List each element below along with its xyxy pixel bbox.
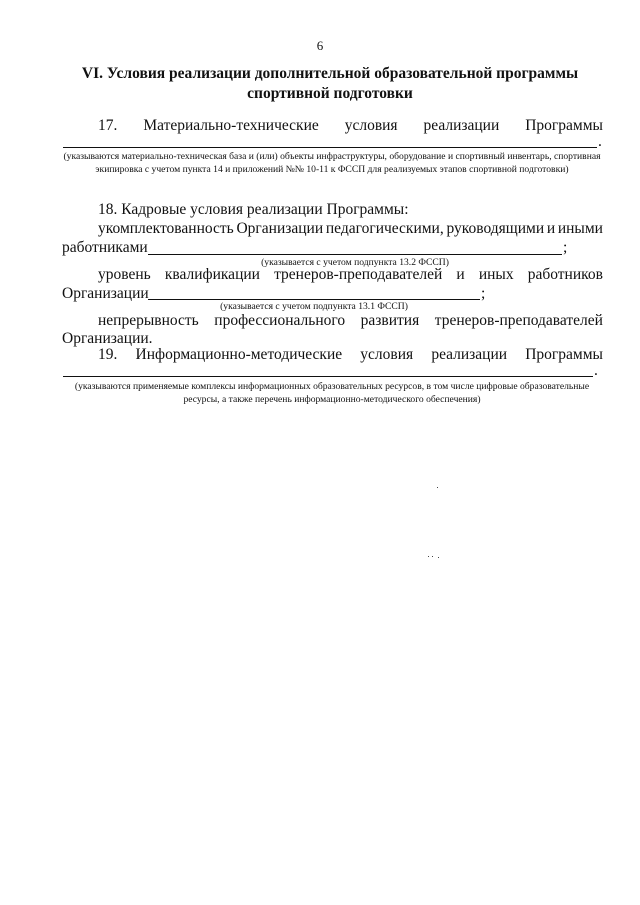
item18-staffing-word: укомплектованность (98, 220, 234, 237)
item18-development-word: непрерывность (98, 312, 199, 329)
item18-staffing-word: Организации (236, 220, 324, 237)
item18-heading: 18. Кадровые условия реализации Программы: (98, 201, 409, 218)
page-number: 6 (316, 38, 324, 53)
item18-development-word: тренеров-преподавателей (434, 312, 603, 329)
item18-staffing-tail: работниками (62, 239, 148, 256)
item18-qualification-word: и (456, 266, 465, 283)
item18-staffing-line (98, 220, 603, 238)
item18-qualification-line (98, 266, 603, 284)
item17-end-mark: . (598, 133, 602, 150)
item18-staffing-word: и (546, 220, 556, 237)
scan-speck (438, 557, 439, 558)
item17-note: (указываются материально-техническая база и (или) объекты инфраструктуры, оборудование и спортивный инвентарь, спортивная экипировка с учетом пункта 14 и приложений №№ 10-11 к ФССП для реализуемых этапов спортивной подготовки) (63, 151, 601, 175)
item19-number: 19. (98, 346, 118, 363)
item19-note: (указываются применяемые комплексы информационных образовательных ресурсов, в том числе цифровые образовательные ресурсы, а также перечень информационно-методического обеспечения) (74, 381, 590, 405)
item17-line (98, 117, 603, 135)
scan-speck (437, 487, 438, 488)
item19-word: реализации (431, 346, 508, 363)
item18-staffing-fill-line (148, 254, 562, 255)
item18-qualification-tail: Организации (62, 285, 149, 302)
item18-staffing-end: ; (563, 239, 568, 256)
item18-development-line (98, 312, 603, 330)
item17-word: условия (344, 117, 398, 134)
item17-word: реализации (423, 117, 500, 134)
item18-staffing-word: руководящими (446, 220, 545, 237)
item18-qualification-word: работников (527, 266, 603, 283)
item18-staffing-note: (указывается с учетом подпункта 13.2 ФССП) (261, 257, 449, 268)
item18-qualification-word: уровень (98, 266, 151, 283)
scan-speck (428, 556, 429, 557)
item18-development-tail: Организации. (62, 330, 153, 347)
item17-word: Программы (525, 117, 603, 134)
item18-development-word: развития (360, 312, 420, 329)
item18-qualification-note: (указывается с учетом подпункта 13.1 ФССП) (220, 301, 408, 312)
item19-line (98, 346, 603, 364)
item18-development-word: профессионального (214, 312, 346, 329)
item18-qualification-word: тренеров-преподавателей (274, 266, 443, 283)
item17-fill-line (63, 147, 597, 148)
item18-qualification-word: иных (478, 266, 514, 283)
section-title: VI. Условия реализации дополнительной образовательной программы спортивной подготовки (81, 65, 579, 102)
item18-staffing-word: педагогическими, (325, 220, 444, 237)
item19-end-mark: . (594, 362, 598, 379)
scan-speck (432, 556, 433, 557)
item18-staffing-word: иными (557, 220, 603, 237)
item18-qualification-end: ; (481, 285, 486, 302)
item19-word: Программы (525, 346, 603, 363)
item19-word: условия (360, 346, 414, 363)
item18-qualification-word: квалификации (164, 266, 260, 283)
item17-number: 17. (98, 117, 118, 134)
item19-word: Информационно-методические (135, 346, 343, 363)
item19-fill-line (63, 376, 593, 377)
item17-word: Материально-технические (143, 117, 319, 134)
